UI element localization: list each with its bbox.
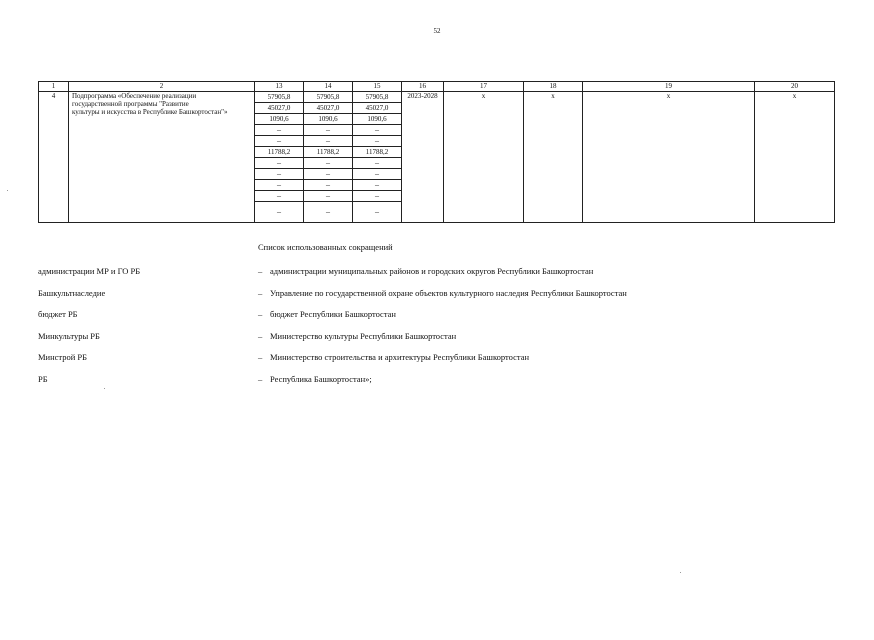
header-col-20: 20 xyxy=(755,82,835,92)
col20-value: х xyxy=(755,92,835,223)
row-name xyxy=(69,92,255,223)
table-row xyxy=(39,92,835,223)
col14-value: 1090,6 xyxy=(304,114,352,125)
abbreviation-definition: администрации муниципальных районов и городских округов Республики Башкортостан xyxy=(270,266,594,276)
col15-value: 1090,6 xyxy=(353,114,401,125)
col15-value: 11788,2 xyxy=(353,147,401,158)
abbreviation-item xyxy=(38,309,818,331)
col14-value: 57905,8 xyxy=(304,92,352,103)
col15-value: – xyxy=(353,125,401,136)
abbreviation-dash: – xyxy=(258,373,263,384)
table-header-row xyxy=(39,82,835,92)
row-name-line: культуры и искусства в Республике Башкортостан"» xyxy=(72,108,228,116)
col15-value: 57905,8 xyxy=(353,92,401,103)
abbreviation-item xyxy=(38,331,818,353)
col13-value: 11788,2 xyxy=(255,147,303,158)
col14-value: – xyxy=(326,207,330,216)
abbreviation-item xyxy=(38,266,818,288)
col16-period: 2023-2028 xyxy=(402,92,444,223)
col13-values xyxy=(255,92,304,223)
abbreviations-list xyxy=(38,266,818,395)
col13-value: – xyxy=(255,191,303,202)
col15-value: – xyxy=(353,191,401,202)
scan-speck xyxy=(7,190,8,191)
row-name-line: государственной программы "Развитие xyxy=(72,100,189,108)
header-col-16: 16 xyxy=(402,82,444,92)
header-col-19: 19 xyxy=(583,82,755,92)
abbreviation-term: РБ xyxy=(38,373,48,384)
col13-value: – xyxy=(255,125,303,136)
program-table xyxy=(38,81,835,223)
page-number: 52 xyxy=(433,27,441,35)
abbreviation-term: бюджет РБ xyxy=(38,309,78,319)
abbreviation-term: Башкультнаследие xyxy=(38,287,106,298)
col13-value: – xyxy=(255,136,303,147)
abbreviation-term: Минкультуры РБ xyxy=(38,330,100,341)
abbreviation-dash: – xyxy=(258,266,263,276)
header-col-15: 15 xyxy=(353,82,402,92)
scan-speck xyxy=(104,388,105,389)
abbreviation-dash: – xyxy=(258,352,263,362)
col15-value: – xyxy=(353,169,401,180)
header-col-1: 1 xyxy=(39,82,69,92)
abbreviation-definition: Министерство строительства и архитектуры Республики Башкортостан xyxy=(270,352,530,362)
row-name-line: Подпрограмма «Обеспечение реализации xyxy=(72,92,197,100)
col14-value: – xyxy=(304,191,352,202)
col14-values xyxy=(304,92,353,223)
col15-value: 45027,0 xyxy=(353,103,401,114)
abbreviation-definition: Управление по государственной охране объектов культурного наследия Республики Башкортостан xyxy=(270,287,627,298)
col17-value: х xyxy=(444,92,524,223)
header-col-2: 2 xyxy=(69,82,255,92)
col13-value: 57905,8 xyxy=(255,92,303,103)
col14-value: – xyxy=(304,180,352,191)
abbreviation-term: администрации МР и ГО РБ xyxy=(38,266,141,276)
header-col-17: 17 xyxy=(444,82,524,92)
col14-value: 11788,2 xyxy=(304,147,352,158)
abbreviation-item xyxy=(38,374,818,396)
col14-value: – xyxy=(304,136,352,147)
scan-speck xyxy=(680,572,681,573)
col14-value: – xyxy=(304,125,352,136)
col15-value: – xyxy=(353,136,401,147)
col14-value: – xyxy=(304,158,352,169)
abbreviation-item xyxy=(38,352,818,374)
header-col-14: 14 xyxy=(304,82,353,92)
col13-value: – xyxy=(277,207,281,216)
row-number: 4 xyxy=(39,92,69,223)
col13-value: 1090,6 xyxy=(255,114,303,125)
col13-value: – xyxy=(255,180,303,191)
abbreviation-definition: Республика Башкортостан»; xyxy=(270,373,372,384)
abbreviation-item xyxy=(38,288,818,310)
col13-value: 45027,0 xyxy=(255,103,303,114)
col13-value: – xyxy=(255,169,303,180)
col14-value: – xyxy=(304,169,352,180)
col18-value: х xyxy=(524,92,583,223)
abbreviation-definition: бюджет Республики Башкортостан xyxy=(270,309,396,319)
col15-value: – xyxy=(375,207,379,216)
abbreviation-term: Минстрой РБ xyxy=(38,352,88,362)
abbreviation-dash: – xyxy=(258,330,263,341)
col19-value: х xyxy=(583,92,755,223)
header-col-18: 18 xyxy=(524,82,583,92)
col15-values xyxy=(353,92,402,223)
abbreviation-dash: – xyxy=(258,309,263,319)
col15-value: – xyxy=(353,180,401,191)
abbreviations-title: Список использованных сокращений xyxy=(258,242,393,252)
abbreviation-definition: Министерство культуры Республики Башкортостан xyxy=(270,330,457,341)
col15-value: – xyxy=(353,158,401,169)
col14-value: 45027,0 xyxy=(304,103,352,114)
abbreviation-dash: – xyxy=(258,287,263,298)
header-col-13: 13 xyxy=(255,82,304,92)
col13-value: – xyxy=(255,158,303,169)
